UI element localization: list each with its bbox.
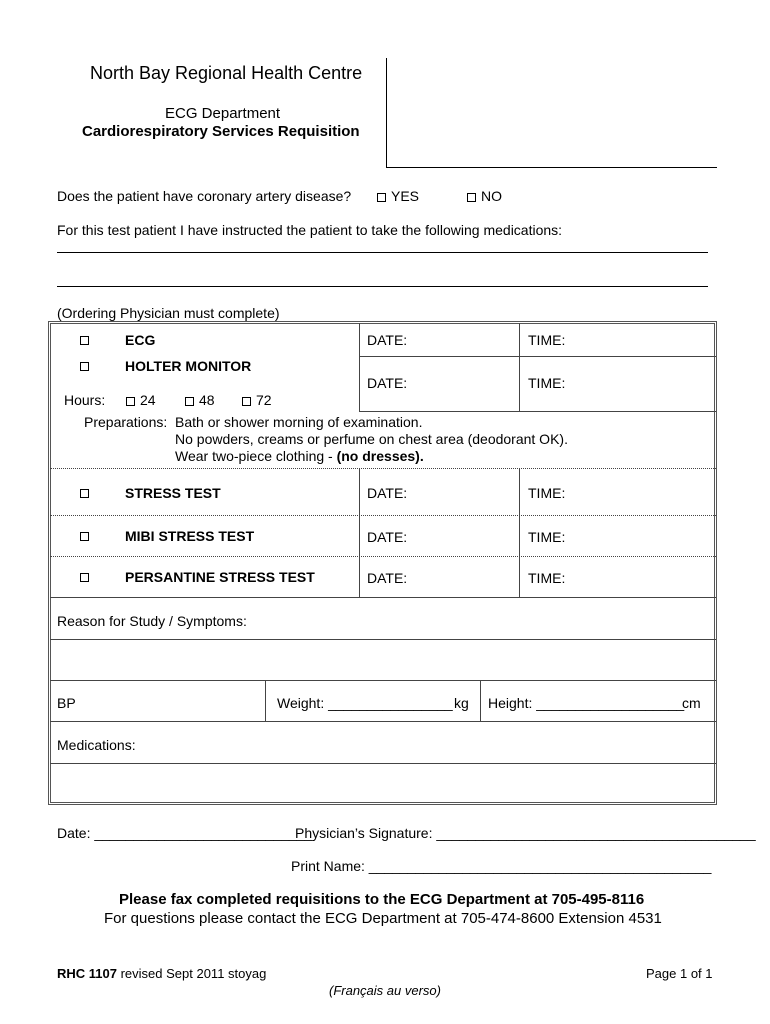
prep-line-3-text: Wear two-piece clothing - xyxy=(175,448,337,464)
holter-checkbox[interactable] xyxy=(80,362,89,371)
holter-label: HOLTER MONITOR xyxy=(125,358,252,374)
medications-label: Medications: xyxy=(57,737,136,753)
medications-field[interactable] xyxy=(52,765,712,801)
hours-24-checkbox[interactable] xyxy=(126,397,135,406)
cm-label: cm xyxy=(682,695,701,711)
reason-label: Reason for Study / Symptoms: xyxy=(57,613,247,629)
cad-yes-label: YES xyxy=(391,188,420,204)
height-field[interactable]: Height: ___________________ xyxy=(488,695,685,711)
holter-date-label: DATE: xyxy=(367,375,408,391)
col-rule xyxy=(265,680,266,721)
row-rule xyxy=(50,721,716,722)
print-name-field[interactable]: Print Name: ____________________________________________ xyxy=(291,858,712,874)
stress-checkbox[interactable] xyxy=(80,489,89,498)
meds-line-2[interactable] xyxy=(57,286,708,287)
header-divider-horizontal xyxy=(386,167,717,168)
questions-instruction: For questions please contact the ECG Department at 705-474-8600 Extension 4531 xyxy=(104,910,662,927)
row-rule xyxy=(359,356,716,357)
form-number: RHC 1107 xyxy=(57,966,117,981)
mibi-label: MIBI STRESS TEST xyxy=(125,528,255,544)
row-rule xyxy=(50,639,716,640)
row-rule xyxy=(50,515,716,516)
row-rule xyxy=(50,763,716,764)
ecg-label: ECG xyxy=(125,332,156,348)
row-rule xyxy=(50,468,716,469)
ordering-note: (Ordering Physician must complete) xyxy=(57,305,280,321)
cad-question: Does the patient have coronary artery disease? xyxy=(57,188,352,204)
hours-72-option[interactable] xyxy=(242,392,272,408)
hours-72-label: 72 xyxy=(256,392,272,408)
mibi-checkbox[interactable] xyxy=(80,532,89,541)
ecg-time-label: TIME: xyxy=(528,332,566,348)
hours-label: Hours: xyxy=(64,392,106,408)
org-name: North Bay Regional Health Centre xyxy=(90,63,363,83)
revision-note: revised Sept 2011 stoyag xyxy=(116,966,267,981)
col-rule xyxy=(480,680,481,721)
persantine-checkbox[interactable] xyxy=(80,573,89,582)
fax-instruction: Please fax completed requisitions to the ECG Department at 705-495-8116 xyxy=(119,891,645,908)
col-rule xyxy=(359,323,360,411)
preparations-label: Preparations: xyxy=(84,414,168,430)
stress-date-label: DATE: xyxy=(367,485,408,501)
prep-line-3 xyxy=(175,448,424,464)
ecg-checkbox[interactable] xyxy=(80,336,89,345)
date-signature-field[interactable]: Date: ____________________________ xyxy=(57,825,313,841)
row-rule xyxy=(50,556,716,557)
prep-line-3-bold: (no dresses). xyxy=(336,448,424,464)
hours-24-label: 24 xyxy=(140,392,156,408)
reason-field[interactable] xyxy=(52,641,712,678)
prep-line-1: Bath or shower morning of examination. xyxy=(175,414,423,430)
page-number: Page 1 of 1 xyxy=(646,966,713,981)
hours-24-option[interactable] xyxy=(126,392,156,408)
row-rule xyxy=(359,411,716,412)
stress-time-label: TIME: xyxy=(528,485,566,501)
cad-no-checkbox[interactable] xyxy=(467,193,476,202)
col-rule xyxy=(519,323,520,411)
cad-yes-checkbox[interactable] xyxy=(377,193,386,202)
holter-time-label: TIME: xyxy=(528,375,566,391)
physician-signature-field[interactable]: Physician’s Signature: _________________________________________ xyxy=(295,825,756,841)
header-divider-vertical xyxy=(386,58,387,167)
cad-yes-option[interactable] xyxy=(377,188,419,204)
row-rule xyxy=(50,680,716,681)
form-id xyxy=(57,966,266,981)
french-note: (Français au verso) xyxy=(329,983,441,998)
meds-line-1[interactable] xyxy=(57,252,708,253)
mibi-time-label: TIME: xyxy=(528,529,566,545)
cad-no-label: NO xyxy=(481,188,502,204)
form-title: Cardiorespiratory Services Requisition xyxy=(82,123,360,140)
persantine-label: PERSANTINE STRESS TEST xyxy=(125,569,315,585)
weight-field[interactable]: Weight: ________________ xyxy=(277,695,453,711)
prep-line-2: No powders, creams or perfume on chest area (deodorant OK). xyxy=(175,431,568,447)
hours-48-label: 48 xyxy=(199,392,215,408)
meds-instruction: For this test patient I have instructed the patient to take the following medications: xyxy=(57,222,563,238)
mibi-date-label: DATE: xyxy=(367,529,408,545)
row-rule xyxy=(50,597,716,598)
department-name: ECG Department xyxy=(165,105,281,122)
stress-label: STRESS TEST xyxy=(125,485,221,501)
cad-no-option[interactable] xyxy=(467,188,502,204)
hours-48-option[interactable] xyxy=(185,392,215,408)
col-rule xyxy=(359,468,360,597)
persantine-time-label: TIME: xyxy=(528,570,566,586)
kg-label: kg xyxy=(454,695,469,711)
hours-48-checkbox[interactable] xyxy=(185,397,194,406)
bp-label: BP xyxy=(57,695,76,711)
col-rule xyxy=(519,468,520,597)
persantine-date-label: DATE: xyxy=(367,570,408,586)
ecg-date-label: DATE: xyxy=(367,332,408,348)
hours-72-checkbox[interactable] xyxy=(242,397,251,406)
